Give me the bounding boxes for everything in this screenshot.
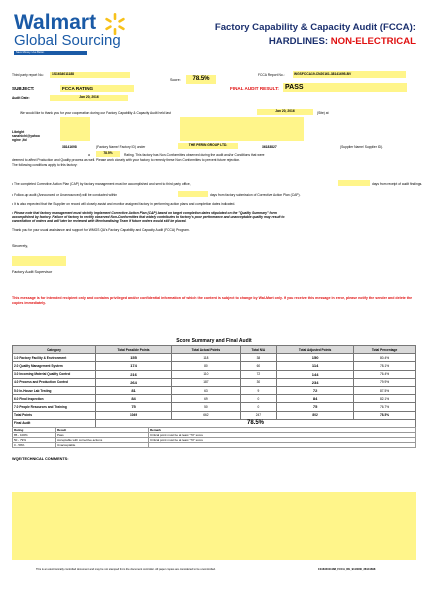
value-cell: 78.1% — [354, 362, 416, 370]
rating-remark: Critical point must be at least "70" score — [149, 438, 416, 443]
bullet-followup: • Follow-up audit (Announced or Unannounced) will be conducted within — [12, 193, 118, 197]
followup-days-box — [178, 191, 208, 197]
table-row — [13, 378, 416, 386]
value-cell: 174 — [96, 362, 172, 370]
rating-header: Result — [56, 428, 149, 433]
third-party-label: Third party report No.: — [12, 73, 45, 77]
category-cell: 7.0 People Resources and Training — [13, 403, 96, 411]
third-party-value: 1S1634011188 — [50, 72, 130, 78]
value-cell: 216 — [96, 370, 172, 378]
supervisor-label: Factory Audit Supervisor — [12, 270, 53, 274]
value-cell: 75 — [96, 403, 172, 411]
category-cell: 1.0 Factory Facility & Environment — [13, 354, 96, 362]
rating-prefix: a — [88, 153, 90, 157]
factory-name-box — [60, 117, 90, 141]
value-cell: 69 — [172, 395, 241, 403]
comments-box[interactable] — [12, 492, 416, 560]
value-cell: 38 — [240, 354, 276, 362]
value-cell: 30 — [240, 378, 276, 386]
col-actual: Total Actual Points — [172, 346, 241, 354]
footer-doc-id: 1S1634011188_FCCA_RE_9113030_38141698 — [318, 568, 376, 571]
bullet-note-3: cancellation of orders and will later be reviewed with Merchandising Team if future orders would still be placed. — [12, 219, 187, 223]
contact-line-1: Libright — [12, 130, 25, 134]
bullet-supplier: • It is also expected that the Supplier on record will closely assist and monitor assigned factory in performing action plans and completion dates indicated. — [12, 202, 236, 206]
table-row — [13, 354, 416, 362]
rating-result: Acceptable with corrective actions — [56, 438, 149, 443]
value-cell: 80 — [172, 362, 241, 370]
rating-remark — [149, 443, 416, 448]
value-cell: 80.4% — [354, 354, 416, 362]
footer-note: This is an electronically controlled document and may be not stamped from the document controller. All paper copies are considered to be uncontrolled. — [36, 568, 216, 571]
supplier-id: 36183827 — [262, 145, 277, 149]
value-cell: 110 — [172, 370, 241, 378]
deemed-line: deemed to affect Production and Quality process as well. Please work closely with your factory to remedy these Non Conformities to prevent future rejection. — [12, 158, 241, 162]
value-cell: 9 — [240, 386, 276, 394]
value-cell: 0 — [240, 395, 276, 403]
factory-line: (Factory Name/ Factory ID) under — [96, 145, 146, 149]
total-cell: 802 — [277, 411, 354, 419]
subtitle-prefix: HARDLINES: — [268, 36, 329, 47]
value-cell: 76.7% — [354, 403, 416, 411]
rating-result: Unacceptable — [56, 443, 149, 448]
value-cell: 60 — [240, 362, 276, 370]
value-cell: 264 — [96, 378, 172, 386]
bullet-cap-tail: days from receipt of audit findings. — [372, 182, 423, 186]
contact-line-2: sanzhichi@yahoo — [12, 134, 40, 138]
subtitle-suffix: NON-ELECTRICAL — [330, 36, 416, 47]
final-result-value: PASS — [283, 83, 407, 92]
rating-result: Pass — [56, 433, 149, 438]
value-cell: 76.4% — [354, 370, 416, 378]
value-cell: 84 — [277, 395, 354, 403]
value-cell: 118 — [172, 354, 241, 362]
score-summary-title: Score Summary and Final Audit — [176, 338, 252, 344]
score-label: Score: — [170, 78, 181, 82]
score-value: 78.5% — [186, 75, 216, 84]
table-row — [13, 395, 416, 403]
rating-range: 0 - 59% — [13, 443, 56, 448]
comments-label: WQE/TECHNICAL COMMENTS: — [12, 457, 69, 461]
col-adjusted: Total Adjusted Points — [277, 346, 354, 354]
value-cell: 75 — [277, 403, 354, 411]
rating-range: 50 - 79% — [13, 438, 56, 443]
value-cell: 81 — [96, 386, 172, 394]
report-title: Factory Capability & Capacity Audit (FCCA): — [214, 22, 416, 33]
table-row — [13, 403, 416, 411]
value-cell: 50 — [172, 403, 241, 411]
total-cell: 247 — [240, 411, 276, 419]
bullet-followup-tail: days from factory submission of Corrective Action Plan (CAP). — [210, 193, 301, 197]
contact-line-4: 38141698 — [62, 145, 77, 149]
category-cell: 4.0 Process and Production Control — [13, 378, 96, 386]
category-cell: 3.0 Incoming Material Quality Control — [13, 370, 96, 378]
value-cell: 79.9% — [354, 378, 416, 386]
rating-header: Remark — [149, 428, 416, 433]
table-row — [13, 386, 416, 394]
total-row — [13, 411, 416, 419]
value-cell: 87.5% — [354, 386, 416, 394]
total-label: Total Points — [13, 411, 96, 419]
col-category: Category — [13, 346, 96, 354]
rating-range: 85 - 100% — [13, 433, 56, 438]
value-cell: 63 — [172, 386, 241, 394]
thanks-site: (Site) at — [317, 111, 329, 115]
bullet-cap: • The completed Corrective Action Plan (CAP) by factory management must be accomplished and sent to third party office, — [12, 182, 191, 186]
value-cell: 155 — [96, 354, 172, 362]
audit-date-value: Jan 20, 2016 — [50, 95, 128, 101]
total-cell: 662 — [172, 411, 241, 419]
value-cell: 0 — [240, 403, 276, 411]
value-cell: 72 — [277, 386, 354, 394]
rating-legend-table — [12, 427, 416, 448]
category-cell: 6.0 Final Inspection — [13, 395, 96, 403]
category-cell: 2.0 Quality Management System — [13, 362, 96, 370]
cap-days-box — [338, 180, 370, 186]
final-audit-value: 78.5% — [96, 419, 416, 427]
logo-tagline-text: Save Money. Live Better. — [16, 51, 45, 54]
value-cell: 144 — [277, 370, 354, 378]
score-header-row — [13, 346, 416, 354]
supplier-label: (Supplier Name/ Supplier ID). — [340, 145, 384, 149]
total-cell: 78.5% — [354, 411, 416, 419]
subject-label: SUBJECT: — [12, 86, 35, 91]
signature-box — [12, 256, 66, 266]
thank-you-line: Thank you for your usual assistance and support for WMGS QA's Factory Capability and Capacity Audit (FCCA) Program. — [12, 228, 190, 232]
rating-header: Rating — [13, 428, 56, 433]
col-possible: Total Possible Points — [96, 346, 172, 354]
value-cell: 72 — [240, 370, 276, 378]
disclaimer: This message is for intended recipient only and contains privileged and/or confidential information of which the content is subject to change by Wal-Mart only. If you receive this message in error, please notify the sender and delete the copies immediately. — [12, 296, 413, 305]
walmart-logo — [14, 12, 164, 60]
contact-line-3: ngine ,ltd — [12, 138, 27, 142]
subject-value: FCCA RATING — [60, 85, 134, 92]
final-result-label: FINAL AUDIT RESULT: — [230, 86, 279, 91]
rating-line: Rating. This factory has Non-Conformities observed during the audit and/or Conditions that were — [124, 153, 265, 157]
value-cell: 187 — [172, 378, 241, 386]
logo-subtitle: Global Sourcing — [14, 32, 121, 49]
value-cell: 84 — [96, 395, 172, 403]
factory-address-box — [180, 117, 304, 141]
table-row — [13, 362, 416, 370]
value-cell: 82.1% — [354, 395, 416, 403]
total-cell: 1049 — [96, 411, 172, 419]
score-summary-table — [12, 345, 416, 428]
logo-tagline — [14, 51, 87, 55]
fcca-report-label: FCCA Report No.: — [258, 73, 285, 77]
category-cell: 5.0 In-House Lab Testing — [13, 386, 96, 394]
bullet-note-1: • Please note that factory management must strictly implement Corrective Action Plan (CAP) based on target completion dates stipulated on the "Quality Summary" form — [12, 211, 277, 215]
col-percentage: Total Percentage — [354, 346, 416, 354]
value-cell: 150 — [277, 354, 354, 362]
sincerely: Sincerely, — [12, 244, 28, 248]
rating-row — [13, 443, 416, 448]
final-audit-label: Final Audit — [13, 419, 96, 427]
rating-inline-value: 78.5% — [96, 151, 120, 157]
logo-wordmark: Walmart — [14, 11, 97, 34]
thanks-line: We would like to thank you for your cooperation during our Factory Capability & Capacity Audit held last — [20, 111, 171, 115]
thanks-date: Jan 20, 2016 — [257, 109, 313, 115]
value-cell: 114 — [277, 362, 354, 370]
value-cell: 234 — [277, 378, 354, 386]
conditions-line: The following conditions apply to this factory: — [12, 163, 78, 167]
table-row — [13, 370, 416, 378]
rating-remark: Critical point must be at least "70" score — [149, 433, 416, 438]
fcca-report-value: WGSFCCA19-CN20161-38141695-BV — [293, 71, 406, 78]
report-subtitle — [176, 36, 416, 47]
supplier-name: THE PERIN GROUP LTD. — [178, 143, 238, 149]
col-na: Total N/A — [240, 346, 276, 354]
audit-date-label: Audit Date: — [12, 96, 30, 100]
bullet-note-2: accomplished by factory. Failure of factory to rectify observed Non-Conformities that widely contributes to factory's poor performance and unacceptable quality may result to — [12, 215, 285, 219]
